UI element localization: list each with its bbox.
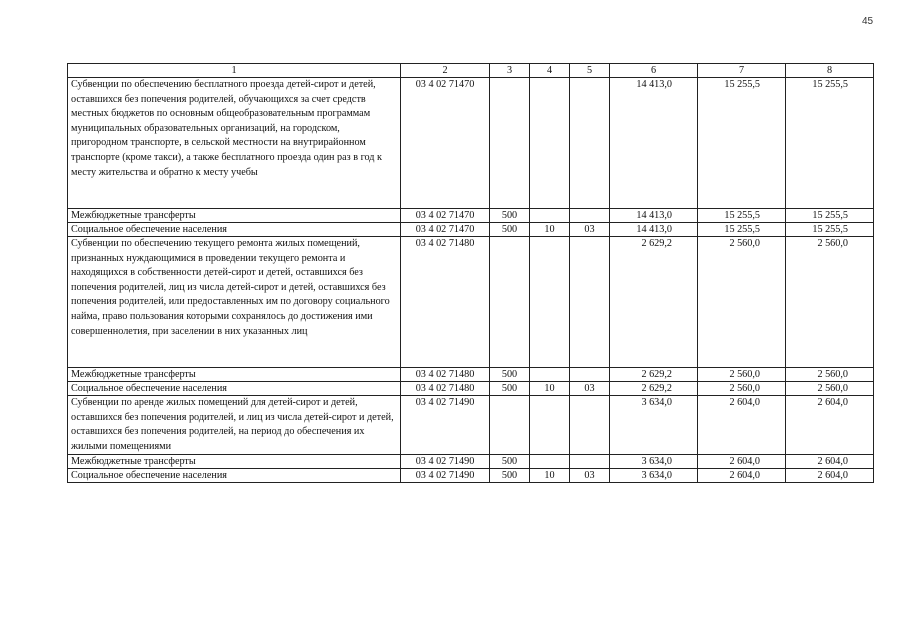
row-code: 03 4 02 71470 [401, 78, 490, 209]
row-c4 [530, 396, 570, 455]
row-c3 [490, 78, 530, 209]
row-v8: 2 560,0 [786, 368, 874, 382]
row-code: 03 4 02 71480 [401, 368, 490, 382]
header-cell: 6 [610, 64, 698, 78]
row-c5 [570, 368, 610, 382]
table-row [68, 78, 874, 209]
row-name: Субвенции по аренде жилых помещений для детей-сирот и детей, оставшихся без попечения родителей, и лиц из числа детей-сирот и детей, оставшихся без попечения родителей, на период до обеспечения их жилыми помещениями [68, 396, 401, 455]
row-c5 [570, 455, 610, 469]
header-row [68, 64, 874, 78]
row-code: 03 4 02 71470 [401, 223, 490, 237]
row-c3: 500 [490, 455, 530, 469]
row-name: Межбюджетные трансферты [68, 455, 401, 469]
row-v6: 3 634,0 [610, 455, 698, 469]
table-row [68, 396, 874, 455]
row-c3: 500 [490, 469, 530, 483]
row-c3: 500 [490, 209, 530, 223]
row-c3: 500 [490, 368, 530, 382]
row-c5 [570, 237, 610, 368]
row-v8: 15 255,5 [786, 78, 874, 209]
row-c5 [570, 396, 610, 455]
row-v8: 2 604,0 [786, 455, 874, 469]
row-v8: 2 604,0 [786, 469, 874, 483]
row-code: 03 4 02 71480 [401, 237, 490, 368]
row-code: 03 4 02 71470 [401, 209, 490, 223]
row-v7: 15 255,5 [698, 78, 786, 209]
row-v7: 2 604,0 [698, 396, 786, 455]
table-row [68, 455, 874, 469]
row-v6: 14 413,0 [610, 78, 698, 209]
header-cell: 7 [698, 64, 786, 78]
row-c4: 10 [530, 382, 570, 396]
row-name: Социальное обеспечение населения [68, 223, 401, 237]
row-v6: 14 413,0 [610, 223, 698, 237]
row-code: 03 4 02 71480 [401, 382, 490, 396]
row-v6: 2 629,2 [610, 237, 698, 368]
row-c4: 10 [530, 469, 570, 483]
row-code: 03 4 02 71490 [401, 396, 490, 455]
row-c4 [530, 209, 570, 223]
row-v7: 2 604,0 [698, 469, 786, 483]
row-name: Межбюджетные трансферты [68, 368, 401, 382]
row-c5: 03 [570, 469, 610, 483]
row-name: Социальное обеспечение населения [68, 469, 401, 483]
row-c5: 03 [570, 223, 610, 237]
row-name: Социальное обеспечение населения [68, 382, 401, 396]
row-v7: 2 560,0 [698, 382, 786, 396]
row-v7: 15 255,5 [698, 209, 786, 223]
table-row [68, 469, 874, 483]
header-cell: 4 [530, 64, 570, 78]
row-c5: 03 [570, 382, 610, 396]
table-row [68, 382, 874, 396]
row-v8: 15 255,5 [786, 209, 874, 223]
row-name: Субвенции по обеспечению текущего ремонта жилых помещений, признанных нуждающимися в проведении текущего ремонта и находящихся в собственности детей-сирот и детей, оставшихся без попечения родителей, лиц из числа детей-сирот и детей, оставшихся без попечения родителей, или предоставленных им по договору социального найма, право пользования которыми сохранялось до достижения ими совершеннолетия, при заселении в них указанных лиц [68, 237, 401, 368]
header-cell: 1 [68, 64, 401, 78]
table-row [68, 368, 874, 382]
header-cell: 8 [786, 64, 874, 78]
row-v8: 2 560,0 [786, 382, 874, 396]
row-c3 [490, 237, 530, 368]
row-v7: 2 560,0 [698, 237, 786, 368]
row-c4: 10 [530, 223, 570, 237]
header-cell: 3 [490, 64, 530, 78]
row-c4 [530, 78, 570, 209]
row-name: Субвенции по обеспечению бесплатного проезда детей-сирот и детей, оставшихся без попечения родителей, обучающихся за счет средств местных бюджетов по основным общеобразовательным программам муниципальных образовательных организаций, на городском, пригородном транспорте, в сельской местности на внутрирайонном транспорте (кроме такси), а также бесплатного проезда один раз в год к месту жительства и обратно к месту учебы [68, 78, 401, 209]
row-code: 03 4 02 71490 [401, 455, 490, 469]
row-name: Межбюджетные трансферты [68, 209, 401, 223]
row-c5 [570, 78, 610, 209]
table-row [68, 209, 874, 223]
table-row [68, 223, 874, 237]
page-number: 45 [862, 16, 874, 27]
header-cell: 2 [401, 64, 490, 78]
row-v6: 14 413,0 [610, 209, 698, 223]
row-v8: 2 604,0 [786, 396, 874, 455]
row-v7: 2 560,0 [698, 368, 786, 382]
table-row [68, 237, 874, 368]
row-code: 03 4 02 71490 [401, 469, 490, 483]
row-v8: 2 560,0 [786, 237, 874, 368]
row-c4 [530, 237, 570, 368]
row-c3: 500 [490, 382, 530, 396]
row-v8: 15 255,5 [786, 223, 874, 237]
row-c4 [530, 368, 570, 382]
row-c4 [530, 455, 570, 469]
header-cell: 5 [570, 64, 610, 78]
row-v6: 2 629,2 [610, 382, 698, 396]
row-v7: 2 604,0 [698, 455, 786, 469]
row-v6: 3 634,0 [610, 396, 698, 455]
row-c3 [490, 396, 530, 455]
row-c3: 500 [490, 223, 530, 237]
row-c5 [570, 209, 610, 223]
row-v7: 15 255,5 [698, 223, 786, 237]
budget-table [67, 63, 874, 483]
row-v6: 2 629,2 [610, 368, 698, 382]
row-v6: 3 634,0 [610, 469, 698, 483]
